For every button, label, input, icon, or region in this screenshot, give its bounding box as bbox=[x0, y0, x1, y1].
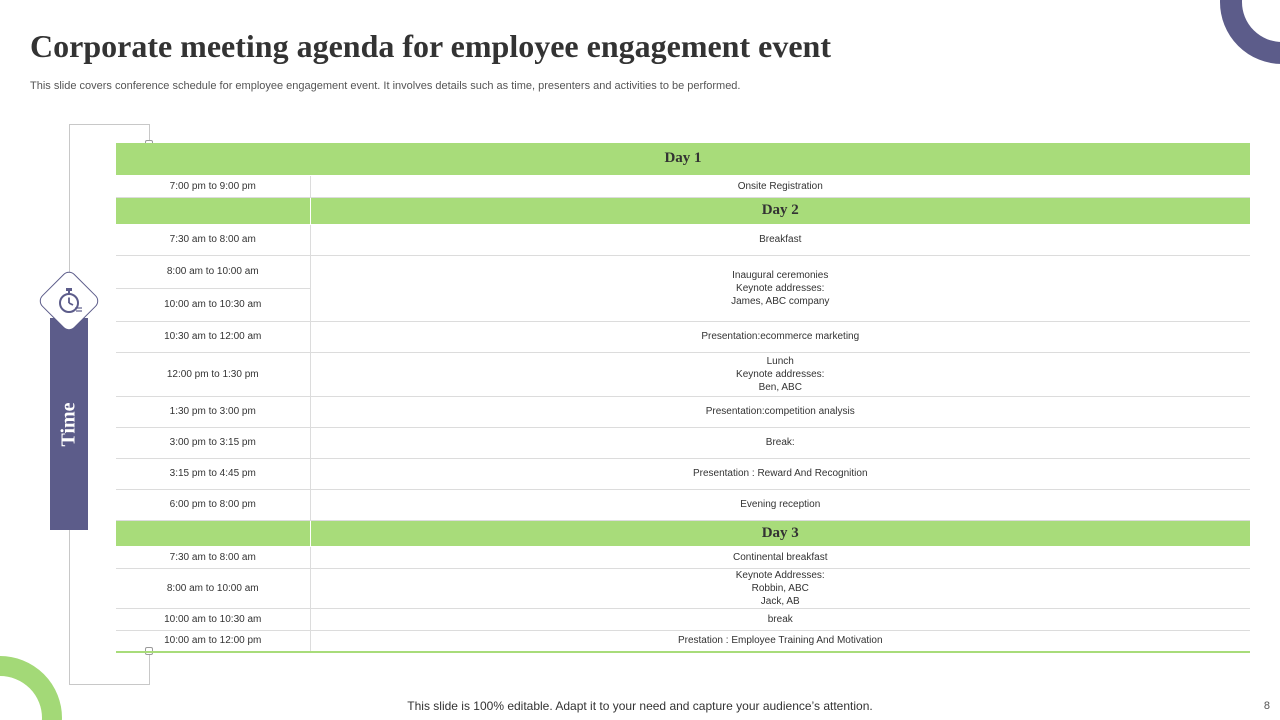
bracket-tick-bottom bbox=[149, 654, 150, 685]
table-row bbox=[116, 427, 1250, 458]
day-header-row bbox=[116, 197, 1250, 224]
table-row bbox=[116, 224, 1250, 255]
activity-cell: Inaugural ceremonies Keynote addresses: James, ABC company bbox=[310, 255, 1250, 321]
activity-cell: Breakfast bbox=[310, 224, 1250, 255]
time-cell: 10:00 am to 12:00 pm bbox=[116, 630, 310, 652]
time-cell: 10:30 am to 12:00 am bbox=[116, 321, 310, 352]
table-row bbox=[116, 396, 1250, 427]
time-cell: 6:00 pm to 8:00 pm bbox=[116, 489, 310, 520]
day-header: Day 3 bbox=[310, 520, 1250, 546]
day-header: Day 1 bbox=[116, 143, 1250, 175]
activity-cell: Onsite Registration bbox=[310, 175, 1250, 197]
table-row bbox=[116, 608, 1250, 630]
time-cell: 8:00 am to 10:00 am bbox=[116, 568, 310, 608]
table-row bbox=[116, 255, 1250, 288]
activity-cell: Continental breakfast bbox=[310, 546, 1250, 568]
activity-cell: Presentation : Reward And Recognition bbox=[310, 458, 1250, 489]
day-header-spacer bbox=[116, 520, 310, 546]
slide-footer: This slide is 100% editable. Adapt it to your need and capture your audience’s attention. bbox=[407, 699, 873, 713]
time-cell: 7:30 am to 8:00 am bbox=[116, 546, 310, 568]
activity-cell: Presentation:ecommerce marketing bbox=[310, 321, 1250, 352]
activity-cell: Lunch Keynote addresses: Ben, ABC bbox=[310, 352, 1250, 396]
time-cell: 3:00 pm to 3:15 pm bbox=[116, 427, 310, 458]
table-row bbox=[116, 630, 1250, 652]
page-number: 8 bbox=[1263, 700, 1270, 712]
stopwatch-icon bbox=[52, 284, 86, 318]
time-cell: 7:30 am to 8:00 am bbox=[116, 224, 310, 255]
table-row bbox=[116, 175, 1250, 197]
decorative-ring-top-right bbox=[1220, 0, 1280, 64]
day-header-spacer bbox=[116, 197, 310, 224]
slide-subtitle: This slide covers conference schedule for employee engagement event. It involves details such as time, presenters and activities to be performed. bbox=[30, 80, 741, 92]
agenda-table bbox=[116, 143, 1250, 653]
time-cell: 10:00 am to 10:30 am bbox=[116, 288, 310, 321]
time-cell: 12:00 pm to 1:30 pm bbox=[116, 352, 310, 396]
table-row bbox=[116, 458, 1250, 489]
day-header-row bbox=[116, 520, 1250, 546]
time-cell: 10:00 am to 10:30 am bbox=[116, 608, 310, 630]
day-header-row bbox=[116, 143, 1250, 175]
time-cell: 3:15 pm to 4:45 pm bbox=[116, 458, 310, 489]
activity-cell: Presentation:competition analysis bbox=[310, 396, 1250, 427]
activity-cell: Keynote Addresses: Robbin, ABC Jack, AB bbox=[310, 568, 1250, 608]
table-row bbox=[116, 321, 1250, 352]
time-cell: 7:00 pm to 9:00 pm bbox=[116, 175, 310, 197]
slide-title: Corporate meeting agenda for employee engagement event bbox=[30, 28, 831, 64]
activity-cell: break bbox=[310, 608, 1250, 630]
time-label-text: Time bbox=[57, 401, 80, 447]
time-cell: 1:30 pm to 3:00 pm bbox=[116, 396, 310, 427]
table-row bbox=[116, 352, 1250, 396]
activity-cell: Evening reception bbox=[310, 489, 1250, 520]
time-side-label bbox=[50, 318, 88, 530]
day-header: Day 2 bbox=[310, 197, 1250, 224]
table-row bbox=[116, 489, 1250, 520]
activity-cell: Prestation : Employee Training And Motivation bbox=[310, 630, 1250, 652]
table-row bbox=[116, 568, 1250, 608]
time-cell: 8:00 am to 10:00 am bbox=[116, 255, 310, 288]
table-row bbox=[116, 546, 1250, 568]
activity-cell: Break: bbox=[310, 427, 1250, 458]
